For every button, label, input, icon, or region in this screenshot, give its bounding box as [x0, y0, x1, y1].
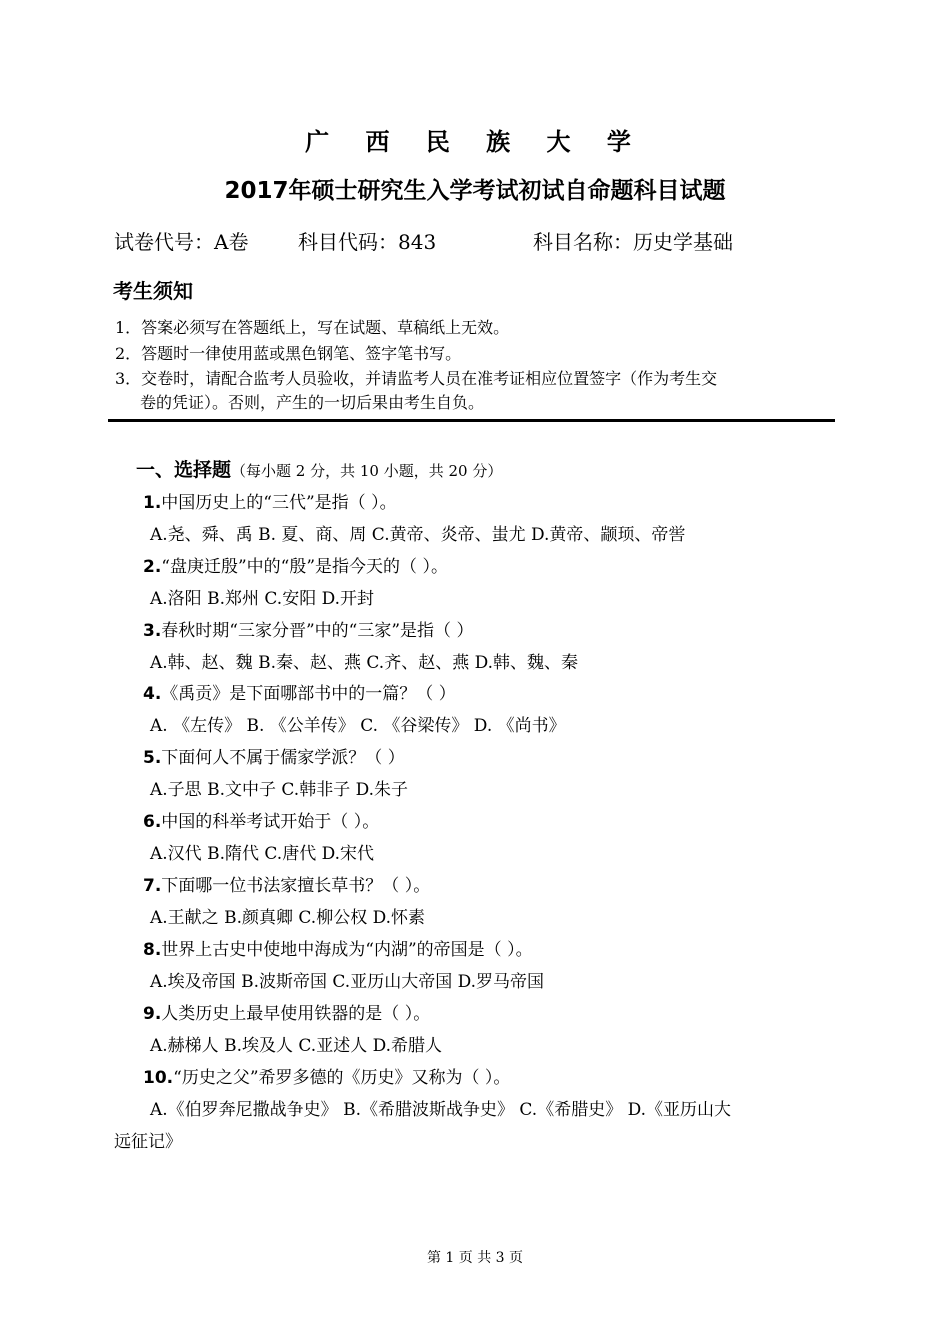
subject-code: 科目代码：843 — [298, 230, 437, 254]
question-number: 8. — [143, 940, 162, 960]
question-text: “历史之父”希罗多德的《历史》又称为（ ）。 — [173, 1068, 511, 1088]
question-text: 人类历史上最早使用铁器的是（ ）。 — [161, 1004, 431, 1024]
question-number: 2. — [143, 557, 162, 577]
question-text: 春秋时期“三家分晋”中的“三家”是指（ ） — [161, 621, 474, 641]
paper-code: 试卷代号：A卷 — [114, 230, 249, 254]
question-options: A.汉代 B.隋代 C.唐代 D.宋代 — [150, 844, 375, 864]
question-number: 9. — [143, 1004, 162, 1024]
notice-item: 卷的凭证）。否则，产生的一切后果由考生自负。 — [140, 393, 485, 412]
question-options: A.赫梯人 B.埃及人 C.亚述人 D.希腊人 — [150, 1036, 443, 1056]
question-options: A.子思 B.文中子 C.韩非子 D.朱子 — [150, 780, 409, 800]
question-number: 7. — [143, 876, 162, 896]
question-options: A.韩、赵、魏 B.秦、赵、燕 C.齐、赵、燕 D.韩、魏、秦 — [150, 653, 579, 673]
question — [143, 679, 456, 704]
question-number: 3. — [143, 621, 162, 641]
question-options: A.洛阳 B.郑州 C.安阳 D.开封 — [150, 589, 375, 609]
question — [143, 552, 448, 577]
question-number: 1. — [143, 493, 162, 513]
exam-title: 2017年硕士研究生入学考试初试自命题科目试题 — [224, 178, 726, 204]
section-heading — [136, 455, 502, 482]
divider-rule — [108, 419, 835, 422]
question-number: 10. — [143, 1068, 174, 1088]
notice-heading: 考生须知 — [113, 279, 193, 303]
university-title: 广 西 民 族 大 学 — [305, 128, 645, 156]
question-options: A.《伯罗奔尼撒战争史》 B.《希腊波斯战争史》 C.《希腊史》 D.《亚历山大 — [150, 1100, 732, 1120]
question — [143, 616, 473, 641]
question-number: 5. — [143, 748, 162, 768]
question-text: 世界上古史中使地中海成为“内湖”的帝国是（ ）。 — [161, 940, 533, 960]
question-number: 6. — [143, 812, 162, 832]
question-options: A.埃及帝国 B.波斯帝国 C.亚历山大帝国 D.罗马帝国 — [150, 972, 545, 992]
question-options: A. 《左传》 B. 《公羊传》 C. 《谷梁传》 D. 《尚书》 — [150, 716, 566, 736]
question-text: 中国的科举考试开始于（ ）。 — [161, 812, 380, 832]
question-text: 《禹贡》是下面哪部书中的一篇？（ ） — [161, 684, 456, 704]
question-options-continued: 远征记》 — [114, 1132, 182, 1152]
notice-item: 3．交卷时，请配合监考人员验收，并请监考人员在准考证相应位置签字（作为考生交 — [115, 369, 718, 388]
question-text: 下面何人不属于儒家学派？（ ） — [161, 748, 405, 768]
question — [143, 935, 533, 960]
question-number: 4. — [143, 684, 162, 704]
question — [143, 743, 405, 768]
question-text: 下面哪一位书法家擅长草书？（ ）。 — [161, 876, 431, 896]
subject-name: 科目名称：历史学基础 — [533, 230, 733, 254]
question — [143, 488, 397, 513]
question-options: A.尧、舜、禹 B. 夏、商、周 C.黄帝、炎帝、蚩尤 D.黄帝、颛顼、帝喾 — [150, 525, 686, 545]
question — [143, 1063, 510, 1088]
notice-item: 2．答题时一律使用蓝或黑色钢笔、签字笔书写。 — [115, 344, 462, 363]
question-text: 中国历史上的“三代”是指（ ）。 — [161, 493, 397, 513]
question — [143, 871, 430, 896]
question — [143, 807, 379, 832]
page-footer: 第 1 页 共 3 页 — [426, 1250, 524, 1266]
section-note: （每小题 2 分，共 10 小题，共 20 分） — [231, 462, 503, 480]
section-title: 一、选择题 — [136, 459, 232, 481]
question — [143, 999, 430, 1024]
question-options: A.王献之 B.颜真卿 C.柳公权 D.怀素 — [150, 908, 426, 928]
notice-item: 1．答案必须写在答题纸上，写在试题、草稿纸上无效。 — [115, 318, 510, 337]
question-text: “盘庚迁殷”中的“殷”是指今天的（ ）。 — [161, 557, 448, 577]
